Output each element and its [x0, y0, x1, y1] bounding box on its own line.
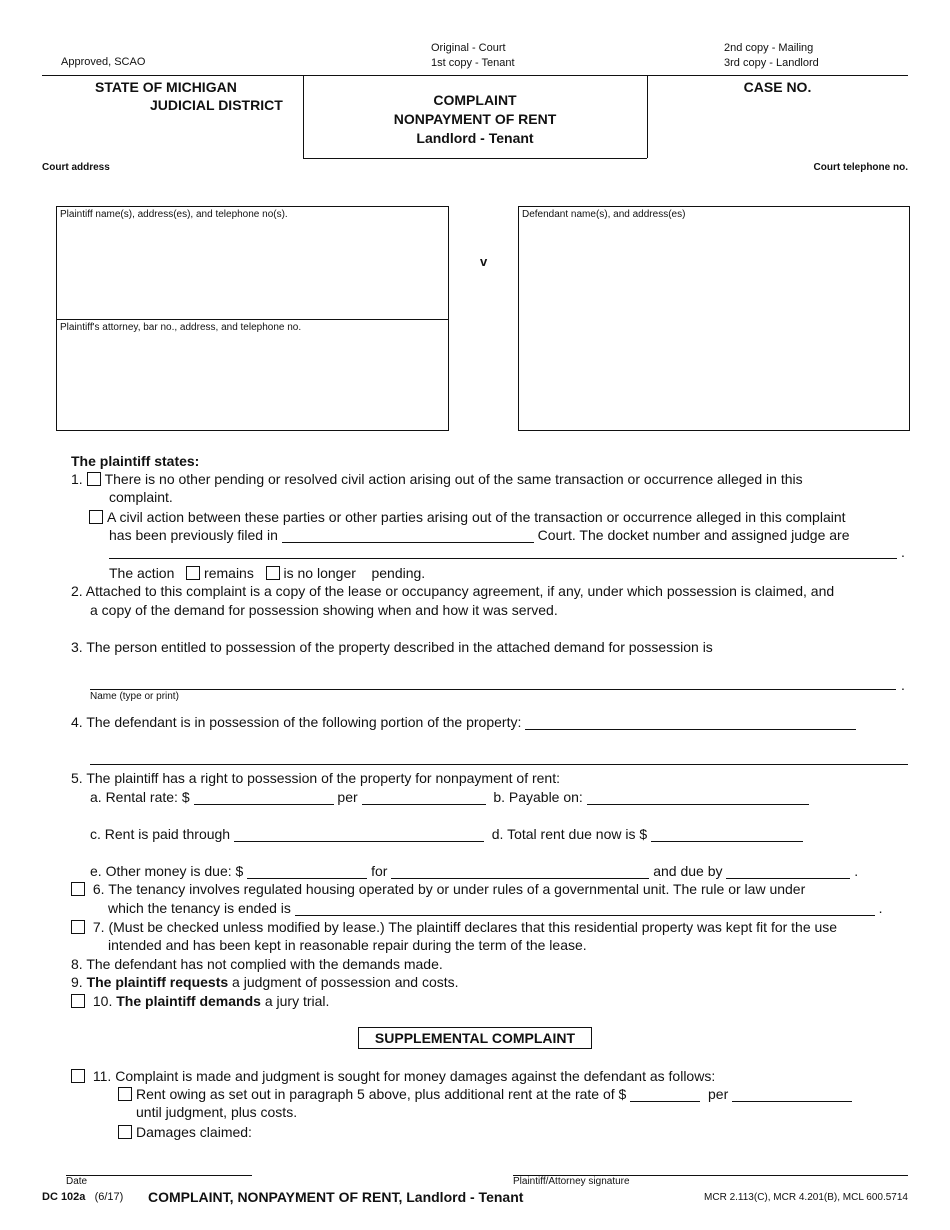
prior-action-checkbox[interactable] — [89, 510, 103, 524]
action-label: The action — [109, 565, 175, 581]
due-by-field[interactable] — [726, 864, 850, 879]
para-1a — [71, 470, 803, 488]
para-6-line2-row: which the tenancy is ended is . — [108, 900, 883, 916]
other-money-for-field[interactable] — [391, 864, 649, 879]
para-6-line2: which the tenancy is ended is — [108, 900, 291, 916]
para-7-line1: 7. (Must be checked unless modified by lease.) The plaintiff declares that this residential property was kept fit for the use — [92, 919, 838, 935]
paid-through-label: c. Rent is paid through — [90, 826, 231, 842]
other-money-field[interactable] — [247, 864, 367, 879]
damages-claimed-label: Damages claimed: — [136, 1124, 252, 1140]
para-9 — [71, 973, 459, 991]
state-label: STATE OF MICHIGAN — [95, 79, 237, 95]
rental-rate-label: a. Rental rate: $ — [90, 789, 190, 805]
plaintiff-box-divider — [57, 319, 448, 320]
para-2-line1: 2. Attached to this complaint is a copy of the lease or occupancy agreement, if any, under which possession is claimed, and — [71, 583, 835, 599]
original-court-label: Original - Court — [431, 42, 506, 54]
rental-period-field[interactable] — [362, 790, 486, 805]
no-longer-checkbox[interactable] — [266, 566, 280, 580]
no-other-action-checkbox[interactable] — [87, 472, 101, 486]
para-10-number: 10. — [92, 993, 113, 1009]
total-rent-label: d. Total rent due now is $ — [491, 826, 648, 842]
no-longer-label: is no longer — [283, 565, 356, 581]
para-4 — [71, 713, 856, 731]
other-money-label: e. Other money is due: $ — [90, 863, 244, 879]
para-4-text: 4. The defendant is in possession of the following portion of the property: — [71, 714, 522, 730]
plaintiff-label: Plaintiff name(s), address(es), and telephone no(s). — [60, 209, 288, 220]
para-1a-line1: There is no other pending or resolved civil action arising out of the same transaction or occurrence alleged in this — [104, 471, 803, 487]
form-title-landlord-tenant: Landlord - Tenant — [416, 130, 534, 146]
form-title-block — [303, 91, 647, 148]
remains-label: remains — [204, 565, 254, 581]
form-footer-left — [42, 1191, 123, 1203]
period-mark: . — [901, 544, 905, 560]
para-8: 8. The defendant has not complied with the demands made. — [71, 956, 443, 972]
para-10-text: a jury trial. — [264, 993, 330, 1009]
payable-on-field[interactable] — [587, 790, 809, 805]
copy-tenant-label: 1st copy - Tenant — [431, 57, 515, 69]
plaintiff-states-heading: The plaintiff states: — [71, 453, 200, 469]
other-money-for-label: for — [371, 863, 388, 879]
court-address-label: Court address — [42, 162, 110, 173]
pending-label: pending. — [371, 565, 426, 581]
para-1b-line1: A civil action between these parties or other parties arising out of the transaction or occurrence alleged in this complaint — [107, 509, 846, 525]
para-1-number: 1. — [71, 471, 83, 487]
additional-rent-rate-field[interactable] — [630, 1087, 700, 1102]
supplemental-complaint-heading: SUPPLEMENTAL COMPLAINT — [358, 1027, 592, 1049]
form-footer-title: COMPLAINT, NONPAYMENT OF RENT, Landlord - Tenant — [148, 1189, 524, 1205]
form-title-complaint: COMPLAINT — [433, 92, 517, 108]
date-field[interactable] — [66, 1175, 252, 1176]
additional-rent-period-field[interactable] — [732, 1087, 852, 1102]
copy-mailing-label: 2nd copy - Mailing — [724, 42, 814, 54]
payable-on-label: b. Payable on: — [493, 789, 583, 805]
period-mark-2: . — [901, 677, 905, 693]
form-revision: (6/17) — [94, 1191, 124, 1203]
property-portion-field-2[interactable] — [90, 764, 908, 765]
date-label: Date — [66, 1176, 88, 1187]
form-title-nonpayment: NONPAYMENT OF RENT — [393, 111, 557, 127]
para-6 — [71, 880, 805, 898]
defendant-box[interactable] — [518, 206, 910, 431]
para-7-line2: intended and has been kept in reasonable repair during the term of the lease. — [108, 937, 587, 953]
para-10 — [71, 992, 329, 1010]
para-11-text: 11. Complaint is made and judgment is sought for money damages against the defendant as follows: — [92, 1068, 716, 1084]
para-11a-line2: until judgment, plus costs. — [136, 1104, 298, 1120]
caption-top-rule — [42, 75, 908, 76]
versus-label: v — [480, 254, 488, 269]
para-11 — [71, 1067, 715, 1085]
para-5cd — [90, 825, 803, 843]
total-rent-field[interactable] — [651, 827, 803, 842]
para-6-line1: 6. The tenancy involves regulated housing operated by or under rules of a governmental unit. The rule or law under — [92, 881, 806, 897]
para-5: 5. The plaintiff has a right to possession of the property for nonpayment of rent: — [71, 770, 560, 786]
para-1b-line2 — [109, 526, 850, 544]
fit-for-use-checkbox[interactable] — [71, 920, 85, 934]
rent-owing-label: Rent owing as set out in paragraph 5 above, plus additional rent at the rate of $ — [136, 1086, 627, 1102]
rule-law-field[interactable] — [295, 901, 875, 916]
caption-bottom-rule — [303, 158, 647, 159]
docket-judge-label: Court. The docket number and assigned judge are — [537, 527, 850, 543]
defendant-label: Defendant name(s), and address(es) — [522, 209, 686, 220]
para-1b — [89, 508, 846, 526]
regulated-housing-checkbox[interactable] — [71, 882, 85, 896]
plaintiff-requests-label: The plaintiff requests — [86, 974, 229, 990]
approved-label: Approved, SCAO — [61, 56, 146, 68]
court-telephone-label: Court telephone no. — [813, 162, 908, 173]
case-no-label: CASE NO. — [743, 79, 812, 95]
docket-judge-field[interactable] — [109, 558, 897, 559]
para-2-line2: a copy of the demand for possession showing when and how it was served. — [90, 602, 558, 618]
property-portion-field[interactable] — [525, 715, 856, 730]
money-damages-checkbox[interactable] — [71, 1069, 85, 1083]
court-rules-citation: MCR 2.113(C), MCR 4.201(B), MCL 600.5714 — [704, 1192, 908, 1203]
attorney-label: Plaintiff's attorney, bar no., address, and telephone no. — [60, 322, 302, 333]
previously-filed-label: has been previously filed in — [109, 527, 278, 543]
due-by-label: and due by — [653, 863, 723, 879]
para-3: 3. The person entitled to possession of the property described in the attached demand for possession is — [71, 639, 713, 655]
damages-claimed-checkbox[interactable] — [118, 1125, 132, 1139]
jury-trial-checkbox[interactable] — [71, 994, 85, 1008]
rent-owing-checkbox[interactable] — [118, 1087, 132, 1101]
copy-landlord-label: 3rd copy - Landlord — [724, 57, 819, 69]
paid-through-field[interactable] — [234, 827, 484, 842]
signature-label: Plaintiff/Attorney signature — [513, 1176, 630, 1187]
para-11b — [118, 1123, 252, 1141]
para-5e: e. Other money is due: $ for and due by . — [90, 863, 859, 879]
para-11a — [118, 1085, 852, 1103]
action-status-row — [109, 564, 425, 582]
para-9-text: a judgment of possession and costs. — [232, 974, 459, 990]
additional-rent-per-label: per — [708, 1086, 729, 1102]
plaintiff-demands-label: The plaintiff demands — [116, 993, 261, 1009]
remains-checkbox[interactable] — [186, 566, 200, 580]
para-9-number: 9. — [71, 974, 83, 990]
person-entitled-field[interactable] — [90, 689, 896, 690]
prior-court-field[interactable] — [282, 528, 534, 543]
form-id: DC 102a — [42, 1191, 86, 1203]
name-type-print-label: Name (type or print) — [90, 691, 179, 702]
rental-rate-field[interactable] — [194, 790, 334, 805]
plaintiff-box[interactable] — [56, 206, 449, 431]
rental-per-label: per — [337, 789, 358, 805]
para-1a-line2: complaint. — [109, 489, 173, 505]
para-5ab — [90, 788, 809, 806]
district-label: JUDICIAL DISTRICT — [150, 97, 283, 113]
para-7 — [71, 918, 837, 936]
